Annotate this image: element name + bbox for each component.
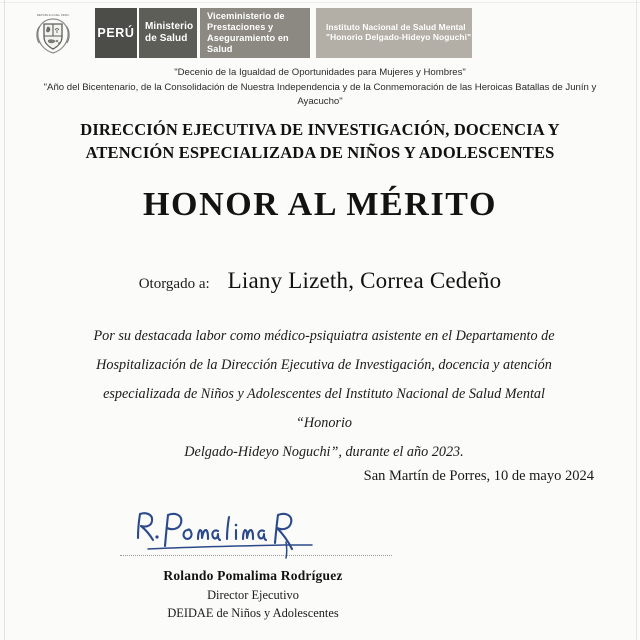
department-title-line-2: ATENCIÓN ESPECIALIZADA DE NIÑOS Y ADOLESCENTES <box>85 143 555 163</box>
header-block-insm-line-1: Instituto Nacional de Salud Mental <box>326 22 466 33</box>
citation-line-1: Por su destacada labor como médico-psiquiatra asistente en el Departamento de <box>93 328 555 344</box>
place-and-date: San Martín de Porres, 10 de mayo 2024 <box>363 468 594 484</box>
header-block-vice-line-1: Viceministerio de <box>207 11 285 22</box>
scan-edge-top <box>0 2 640 3</box>
recipient-name: Liany Lizeth, Correa Cedeño <box>227 268 502 293</box>
header-block-minsa-line-2: de Salud <box>145 33 188 44</box>
issuing-department-title <box>60 118 580 165</box>
header-block-vice-line-2: Prestaciones y <box>207 22 274 33</box>
header-block-insm-line-2: "Honorio Delgado-Hideyo Noguchi" <box>326 32 472 42</box>
handwritten-signature <box>108 502 398 558</box>
award-headline: HONOR AL MÉRITO <box>143 186 497 223</box>
coat-of-arms-of-peru-icon <box>22 8 84 58</box>
header-block-peru-line-1: PERÚ <box>97 25 135 40</box>
signature-rule <box>120 555 392 556</box>
official-slogans <box>28 66 612 110</box>
slogan-line-2: "Año del Bicentenario, de la Consolidación de Nuestra Independencia y de la Conmemoración de las Heroicas Batallas de Junín y Ayacucho" <box>43 81 597 108</box>
scan-edge-right <box>636 0 637 640</box>
slogan-line-1: "Decenio de la Igualdad de Oportunidades para Mujeres y Hombres" <box>174 67 466 78</box>
department-title-line-1: DIRECCIÓN EJECUTIVA DE INVESTIGACIÓN, DOCENCIA Y <box>80 120 560 139</box>
signature-block <box>108 502 398 621</box>
recipient-label: Otorgado a: <box>138 276 210 292</box>
signatory-role: Director Ejecutivo <box>207 588 299 602</box>
header-block-viceministerio <box>200 8 310 58</box>
header-block-vice-line-3: Aseguramiento en Salud <box>207 33 289 54</box>
header-block-minsa-line-1: Ministerio <box>145 21 194 33</box>
signatory-name: Rolando Pomalima Rodríguez <box>163 568 343 583</box>
svg-text:REPUBLICA DEL PERU: REPUBLICA DEL PERU <box>36 13 70 17</box>
citation-line-4: Delgado-Hideyo Noguchi”, durante el año 2023. <box>184 444 464 461</box>
citation-text <box>88 322 560 468</box>
header-block-instituto-nacional-salud-mental <box>316 8 472 58</box>
recipient-row <box>0 268 640 294</box>
header-block-ministerio-de-salud <box>139 8 197 58</box>
citation-line-3: especializada de Niños y Adolescentes del Instituto Nacional de Salud Mental “Honorio <box>103 386 545 432</box>
header-block-peru <box>95 8 137 58</box>
signatory-unit: DEIDAE de Niños y Adolescentes <box>167 606 339 620</box>
government-header-bar <box>0 8 640 58</box>
citation-line-2: Hospitalización de la Dirección Ejecutiva de Investigación, docencia y atención <box>96 357 552 374</box>
scan-edge-left <box>4 0 5 640</box>
